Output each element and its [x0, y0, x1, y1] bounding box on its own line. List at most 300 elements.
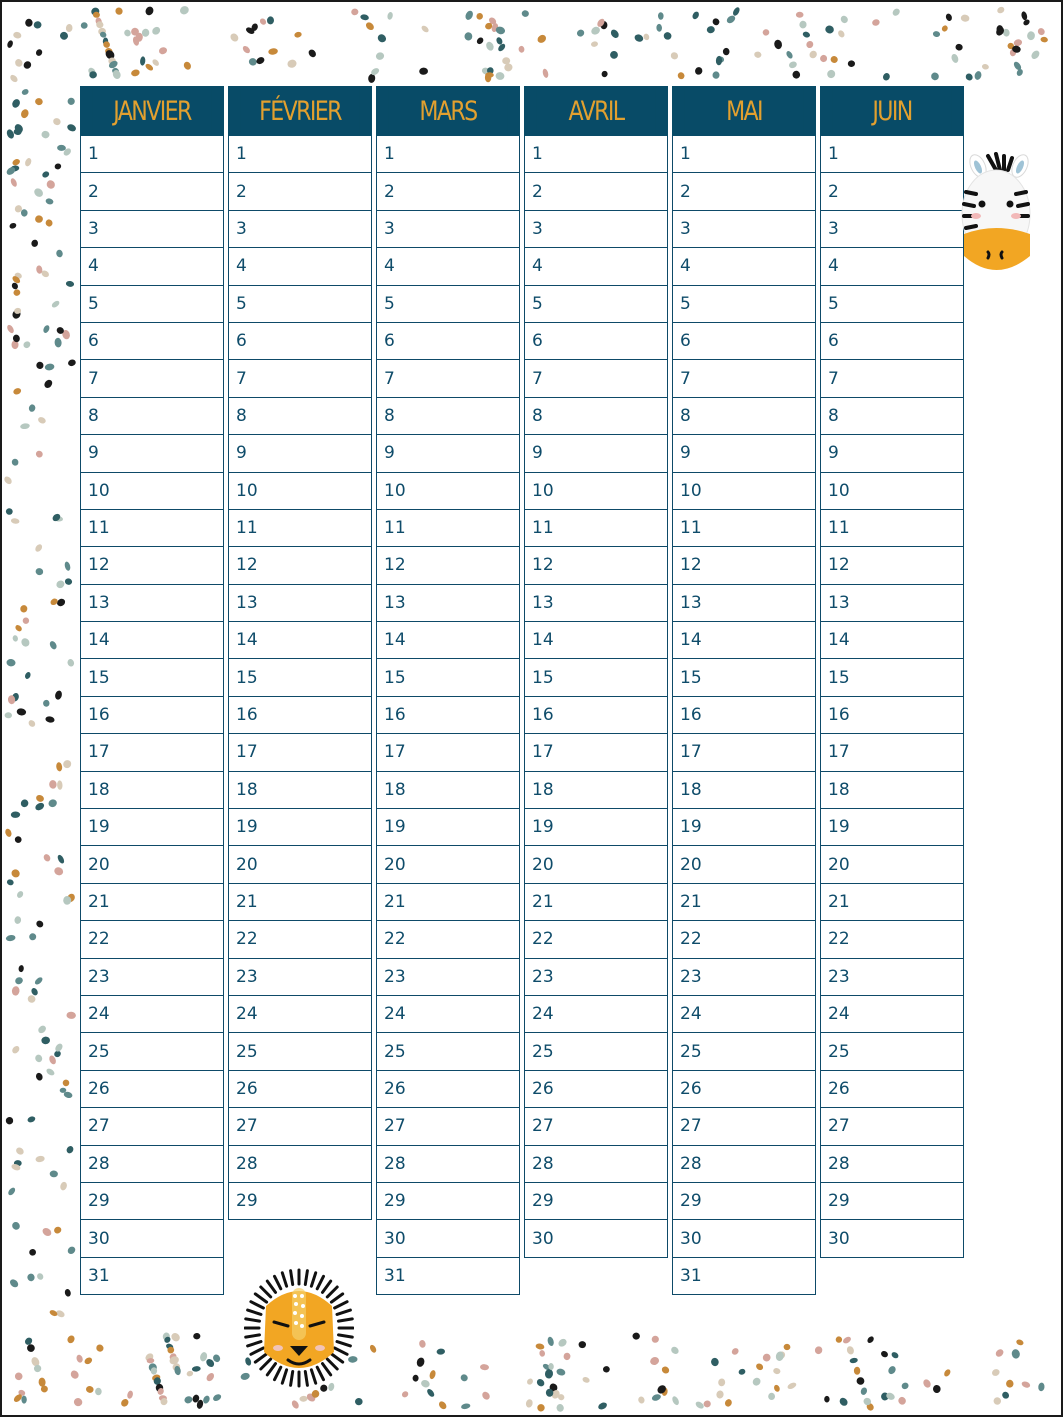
day-cell[interactable]: 29: [228, 1183, 372, 1220]
day-cell[interactable]: 17: [672, 734, 816, 771]
confetti-dot: [542, 68, 549, 78]
day-cell[interactable]: 20: [672, 846, 816, 883]
day-cell[interactable]: 22: [228, 921, 372, 958]
confetti-dot: [75, 1354, 83, 1364]
day-cell[interactable]: 9: [228, 435, 372, 472]
confetti-dot: [34, 97, 43, 106]
confetti-dot: [229, 32, 240, 43]
confetti-dot: [9, 74, 19, 84]
confetti-dot: [603, 1366, 610, 1373]
day-cell[interactable]: 15: [80, 659, 224, 696]
confetti-dot: [712, 71, 719, 79]
day-cell[interactable]: 9: [672, 435, 816, 472]
confetti-dot: [192, 1366, 201, 1372]
day-cell[interactable]: 2: [672, 173, 816, 210]
confetti-dot: [14, 1371, 24, 1381]
day-cell[interactable]: 20: [228, 846, 372, 883]
day-cell[interactable]: 20: [80, 846, 224, 883]
day-cell[interactable]: 27: [820, 1108, 964, 1145]
day-cell[interactable]: 4: [376, 248, 520, 285]
confetti-dot: [945, 13, 953, 22]
day-cell[interactable]: 9: [80, 435, 224, 472]
confetti-dot: [183, 1395, 193, 1405]
day-cell[interactable]: 7: [820, 360, 964, 397]
day-cell[interactable]: 26: [672, 1071, 816, 1108]
confetti-dot: [830, 55, 839, 64]
confetti-dot: [120, 1398, 130, 1408]
day-cell[interactable]: 4: [524, 248, 668, 285]
confetti-dot: [943, 1368, 952, 1377]
day-cell[interactable]: 29: [376, 1183, 520, 1220]
day-cell[interactable]: 25: [228, 1033, 372, 1070]
day-cell[interactable]: 24: [228, 996, 372, 1033]
day-cell[interactable]: 10: [228, 473, 372, 510]
day-cell[interactable]: 5: [820, 286, 964, 323]
day-cell[interactable]: 16: [672, 697, 816, 734]
day-cell[interactable]: 2: [524, 173, 668, 210]
day-cell[interactable]: 8: [820, 398, 964, 435]
day-cell[interactable]: 5: [376, 286, 520, 323]
day-cell[interactable]: 18: [524, 772, 668, 809]
confetti-dot: [34, 1053, 43, 1063]
month-name: MARS: [389, 86, 507, 136]
confetti-dot: [12, 635, 19, 642]
confetti-dot: [792, 70, 801, 79]
day-cell[interactable]: 22: [820, 921, 964, 958]
day-cell[interactable]: 14: [820, 622, 964, 659]
day-cell[interactable]: 25: [820, 1033, 964, 1070]
day-cell[interactable]: 23: [228, 959, 372, 996]
confetti-dot: [45, 198, 54, 206]
day-cell[interactable]: 23: [820, 959, 964, 996]
day-cell[interactable]: 18: [228, 772, 372, 809]
confetti-dot: [5, 1116, 14, 1125]
day-cell[interactable]: 14: [524, 622, 668, 659]
day-cell[interactable]: 9: [376, 435, 520, 472]
confetti-dot: [1005, 1379, 1014, 1388]
confetti-dot: [42, 853, 51, 863]
day-cell[interactable]: 15: [672, 659, 816, 696]
confetti-dot: [437, 1400, 447, 1411]
day-cell[interactable]: 12: [820, 547, 964, 584]
confetti-dot: [16, 890, 25, 899]
day-cell[interactable]: 6: [376, 323, 520, 360]
day-cell[interactable]: 6: [672, 323, 816, 360]
day-cell[interactable]: 3: [80, 211, 224, 248]
day-cell[interactable]: 22: [672, 921, 816, 958]
month-name: MAI: [685, 86, 803, 136]
confetti-dot: [459, 1373, 469, 1383]
month-column-0: [80, 86, 224, 1295]
day-cell[interactable]: 22: [376, 921, 520, 958]
day-cell[interactable]: 11: [672, 510, 816, 547]
day-cell[interactable]: 26: [228, 1071, 372, 1108]
confetti-dot: [814, 1345, 824, 1355]
confetti-dot: [711, 17, 720, 26]
confetti-dot: [95, 1343, 105, 1353]
day-cell[interactable]: 30: [820, 1220, 964, 1257]
confetti-dot: [544, 1368, 554, 1379]
day-cell[interactable]: 15: [524, 659, 668, 696]
day-cell[interactable]: 5: [672, 286, 816, 323]
day-cell[interactable]: 29: [524, 1183, 668, 1220]
day-cell[interactable]: 18: [672, 772, 816, 809]
day-cell[interactable]: 1: [376, 136, 520, 173]
confetti-dot: [824, 25, 835, 35]
day-cell[interactable]: 7: [228, 360, 372, 397]
day-cell[interactable]: 26: [80, 1071, 224, 1108]
day-cell[interactable]: 28: [524, 1146, 668, 1183]
day-cell[interactable]: 13: [524, 585, 668, 622]
day-cell[interactable]: 3: [672, 211, 816, 248]
confetti-dot: [981, 63, 989, 70]
day-cell[interactable]: 28: [80, 1146, 224, 1183]
day-cell[interactable]: 9: [524, 435, 668, 472]
confetti-dot: [3, 475, 13, 486]
day-cell[interactable]: 10: [80, 473, 224, 510]
day-cell[interactable]: 16: [820, 697, 964, 734]
confetti-dot: [151, 25, 162, 36]
month-column-1: [228, 86, 372, 1220]
month-header: [820, 86, 964, 136]
day-cell[interactable]: 11: [820, 510, 964, 547]
day-cell[interactable]: 17: [524, 734, 668, 771]
day-cell[interactable]: 26: [820, 1071, 964, 1108]
confetti-dot: [179, 5, 191, 16]
day-cell[interactable]: 11: [524, 510, 668, 547]
day-cell[interactable]: 25: [524, 1033, 668, 1070]
day-cell[interactable]: 4: [672, 248, 816, 285]
confetti-dot: [369, 1344, 378, 1354]
day-cell[interactable]: 17: [376, 734, 520, 771]
day-cell[interactable]: 16: [228, 697, 372, 734]
confetti-dot: [761, 1352, 772, 1363]
day-cell[interactable]: 15: [376, 659, 520, 696]
day-cell[interactable]: 2: [80, 173, 224, 210]
confetti-dot: [724, 1398, 733, 1408]
day-cell[interactable]: 17: [820, 734, 964, 771]
day-cell[interactable]: 3: [228, 211, 372, 248]
day-cell[interactable]: 5: [524, 286, 668, 323]
confetti-dot: [485, 72, 494, 77]
day-cell[interactable]: 28: [376, 1146, 520, 1183]
day-cell[interactable]: 11: [80, 510, 224, 547]
day-cell[interactable]: 29: [672, 1183, 816, 1220]
day-cell[interactable]: 4: [80, 248, 224, 285]
day-cell[interactable]: 22: [80, 921, 224, 958]
day-cell[interactable]: 20: [524, 846, 668, 883]
day-cell[interactable]: 25: [80, 1033, 224, 1070]
day-cell[interactable]: 6: [820, 323, 964, 360]
confetti-dot: [30, 987, 39, 997]
day-cell[interactable]: 30: [524, 1220, 668, 1257]
day-cell[interactable]: 2: [228, 173, 372, 210]
day-cell[interactable]: 3: [820, 211, 964, 248]
confetti-dot: [151, 58, 160, 67]
confetti-dot: [485, 41, 495, 52]
confetti-dot: [144, 63, 154, 72]
day-cell[interactable]: 10: [672, 473, 816, 510]
day-cell[interactable]: 18: [376, 772, 520, 809]
day-cell[interactable]: 23: [672, 959, 816, 996]
day-cell[interactable]: 21: [672, 884, 816, 921]
day-cell[interactable]: 28: [820, 1146, 964, 1183]
day-cell[interactable]: 24: [820, 996, 964, 1033]
day-cell[interactable]: 13: [80, 585, 224, 622]
confetti-dot: [11, 811, 21, 818]
confetti-dot: [158, 46, 168, 55]
day-cell[interactable]: 21: [376, 884, 520, 921]
day-cell[interactable]: 23: [524, 959, 668, 996]
confetti-dot: [24, 671, 32, 680]
day-cell[interactable]: 19: [820, 809, 964, 846]
day-cell[interactable]: 8: [228, 398, 372, 435]
confetti-dot: [773, 1367, 781, 1375]
day-cell[interactable]: 30: [672, 1220, 816, 1257]
confetti-dot: [819, 54, 828, 63]
confetti-dot: [182, 60, 192, 70]
day-cell[interactable]: 1: [672, 136, 816, 173]
confetti-dot: [751, 1376, 762, 1387]
confetti-dot: [364, 21, 375, 32]
day-cell[interactable]: 14: [80, 622, 224, 659]
day-cell[interactable]: 24: [672, 996, 816, 1033]
day-cell[interactable]: 8: [672, 398, 816, 435]
day-cell[interactable]: 28: [228, 1146, 372, 1183]
day-cell[interactable]: 2: [820, 173, 964, 210]
confetti-dot: [123, 28, 132, 37]
day-cell[interactable]: 26: [524, 1071, 668, 1108]
day-cell[interactable]: 5: [80, 286, 224, 323]
confetti-dot: [6, 324, 15, 334]
day-cell[interactable]: 22: [524, 921, 668, 958]
confetti-dot: [535, 1343, 545, 1350]
day-cell[interactable]: 21: [524, 884, 668, 921]
day-cell[interactable]: 17: [80, 734, 224, 771]
day-cell[interactable]: 26: [376, 1071, 520, 1108]
day-cell[interactable]: 25: [672, 1033, 816, 1070]
confetti-dot: [475, 12, 484, 21]
day-cell[interactable]: 15: [228, 659, 372, 696]
confetti-dot: [461, 1403, 471, 1410]
confetti-dot: [22, 617, 29, 624]
day-cell[interactable]: 4: [820, 248, 964, 285]
day-cell[interactable]: 24: [376, 996, 520, 1033]
day-cell[interactable]: 20: [820, 846, 964, 883]
confetti-dot: [351, 8, 359, 16]
day-cell[interactable]: 19: [524, 809, 668, 846]
day-cell[interactable]: 12: [672, 547, 816, 584]
day-cell[interactable]: 3: [524, 211, 668, 248]
day-cell[interactable]: 27: [376, 1108, 520, 1145]
confetti-dot: [267, 16, 274, 24]
day-cell[interactable]: 12: [80, 547, 224, 584]
day-cell[interactable]: 19: [376, 809, 520, 846]
day-cell[interactable]: 21: [80, 884, 224, 921]
day-cell[interactable]: 16: [524, 697, 668, 734]
day-cell[interactable]: 13: [376, 585, 520, 622]
day-cell[interactable]: 27: [80, 1108, 224, 1145]
day-cell[interactable]: 1: [80, 136, 224, 173]
day-cell[interactable]: 25: [376, 1033, 520, 1070]
confetti-dot: [16, 708, 26, 716]
day-cell[interactable]: 8: [524, 398, 668, 435]
confetti-dot: [59, 30, 70, 41]
confetti-dot: [476, 36, 485, 45]
day-cell[interactable]: 27: [228, 1108, 372, 1145]
day-cell[interactable]: 7: [376, 360, 520, 397]
confetti-dot: [25, 19, 33, 27]
confetti-dot: [34, 801, 45, 811]
confetti-dot: [6, 40, 14, 49]
day-cell[interactable]: 27: [672, 1108, 816, 1145]
confetti-dot: [710, 1357, 719, 1367]
day-cell[interactable]: 4: [228, 248, 372, 285]
confetti-dot: [950, 53, 959, 64]
confetti-dot: [755, 1362, 765, 1372]
day-cell[interactable]: 30: [80, 1220, 224, 1257]
confetti-dot: [19, 604, 28, 613]
day-cell[interactable]: 12: [524, 547, 668, 584]
month-name: AVRIL: [537, 86, 655, 136]
confetti-dot: [35, 1072, 44, 1082]
confetti-dot: [21, 1396, 27, 1404]
day-cell[interactable]: 1: [524, 136, 668, 173]
day-cell[interactable]: 1: [228, 136, 372, 173]
day-cell[interactable]: 31: [672, 1258, 816, 1295]
day-cell[interactable]: 6: [228, 323, 372, 360]
day-cell[interactable]: 16: [376, 697, 520, 734]
day-cell[interactable]: 24: [524, 996, 668, 1033]
day-cell[interactable]: 7: [672, 360, 816, 397]
day-cell[interactable]: 19: [228, 809, 372, 846]
day-cell[interactable]: 10: [524, 473, 668, 510]
confetti-dot: [481, 1390, 492, 1401]
day-cell[interactable]: 28: [672, 1146, 816, 1183]
day-cell[interactable]: 2: [376, 173, 520, 210]
confetti-dot: [67, 358, 77, 367]
day-cell[interactable]: 1: [820, 136, 964, 173]
confetti-dot: [694, 66, 704, 76]
confetti-dot: [67, 97, 76, 106]
day-cell[interactable]: 14: [376, 622, 520, 659]
day-cell[interactable]: 12: [376, 547, 520, 584]
confetti-dot: [419, 67, 428, 75]
confetti-dot: [37, 416, 47, 425]
day-cell[interactable]: 3: [376, 211, 520, 248]
confetti-dot: [126, 1390, 133, 1399]
day-cell[interactable]: 13: [672, 585, 816, 622]
day-cell[interactable]: 17: [228, 734, 372, 771]
day-cell[interactable]: 6: [524, 323, 668, 360]
month-header: [376, 86, 520, 136]
day-cell[interactable]: 21: [228, 884, 372, 921]
month-header: [80, 86, 224, 136]
confetti-dot: [45, 716, 55, 724]
confetti-dot: [703, 1400, 711, 1408]
confetti-dot: [762, 29, 770, 37]
day-cell[interactable]: 16: [80, 697, 224, 734]
day-cell[interactable]: 18: [80, 772, 224, 809]
day-cell[interactable]: 11: [228, 510, 372, 547]
day-cell[interactable]: 7: [80, 360, 224, 397]
confetti-dot: [130, 68, 140, 77]
day-cell[interactable]: 11: [376, 510, 520, 547]
day-cell[interactable]: 15: [820, 659, 964, 696]
day-cell[interactable]: 8: [376, 398, 520, 435]
confetti-dot: [582, 1376, 591, 1384]
confetti-dot: [652, 1336, 659, 1343]
day-cell[interactable]: 31: [376, 1258, 520, 1295]
perpetual-calendar-grid: [80, 86, 964, 1328]
confetti-dot: [27, 719, 36, 728]
confetti-dot: [290, 1399, 300, 1410]
confetti-dot: [1001, 1390, 1011, 1400]
day-cell[interactable]: 30: [376, 1220, 520, 1257]
day-cell[interactable]: 31: [80, 1258, 224, 1295]
confetti-dot: [375, 51, 385, 60]
confetti-dot: [22, 60, 33, 71]
confetti-dot: [20, 423, 30, 430]
confetti-dot: [5, 128, 15, 139]
confetti-dot: [20, 637, 31, 649]
confetti-dot: [11, 1220, 22, 1231]
confetti-dot: [846, 1345, 855, 1355]
day-cell[interactable]: 19: [80, 809, 224, 846]
day-cell[interactable]: 10: [820, 473, 964, 510]
day-cell[interactable]: 24: [80, 996, 224, 1033]
confetti-dot: [212, 1393, 222, 1403]
day-cell[interactable]: 5: [228, 286, 372, 323]
day-cell[interactable]: 23: [376, 959, 520, 996]
day-cell[interactable]: 20: [376, 846, 520, 883]
day-cell[interactable]: 6: [80, 323, 224, 360]
confetti-dot: [35, 449, 45, 459]
confetti-dot: [35, 48, 44, 57]
confetti-dot: [307, 48, 317, 59]
day-cell[interactable]: 12: [228, 547, 372, 584]
confetti-dot: [464, 32, 472, 41]
confetti-dot: [33, 21, 42, 30]
day-cell[interactable]: 13: [228, 585, 372, 622]
day-cell[interactable]: 14: [672, 622, 816, 659]
confetti-dot: [54, 163, 62, 170]
confetti-dot: [28, 404, 36, 413]
day-cell[interactable]: 13: [820, 585, 964, 622]
confetti-dot: [56, 249, 64, 258]
day-cell[interactable]: 29: [820, 1183, 964, 1220]
day-cell[interactable]: 23: [80, 959, 224, 996]
confetti-dot: [9, 222, 18, 230]
confetti-dot: [42, 324, 50, 334]
confetti-dot: [48, 640, 58, 651]
confetti-dot: [41, 1036, 50, 1044]
day-cell[interactable]: 10: [376, 473, 520, 510]
day-cell[interactable]: 29: [80, 1183, 224, 1220]
confetti-dot: [47, 798, 58, 808]
day-cell[interactable]: 14: [228, 622, 372, 659]
confetti-dot: [1016, 68, 1025, 77]
day-cell[interactable]: 21: [820, 884, 964, 921]
day-cell[interactable]: 18: [820, 772, 964, 809]
day-cell[interactable]: 7: [524, 360, 668, 397]
day-cell[interactable]: 19: [672, 809, 816, 846]
confetti-dot: [887, 1365, 897, 1376]
day-cell[interactable]: 8: [80, 398, 224, 435]
confetti-dot: [241, 45, 251, 55]
day-cell[interactable]: 27: [524, 1108, 668, 1145]
day-cell[interactable]: 9: [820, 435, 964, 472]
